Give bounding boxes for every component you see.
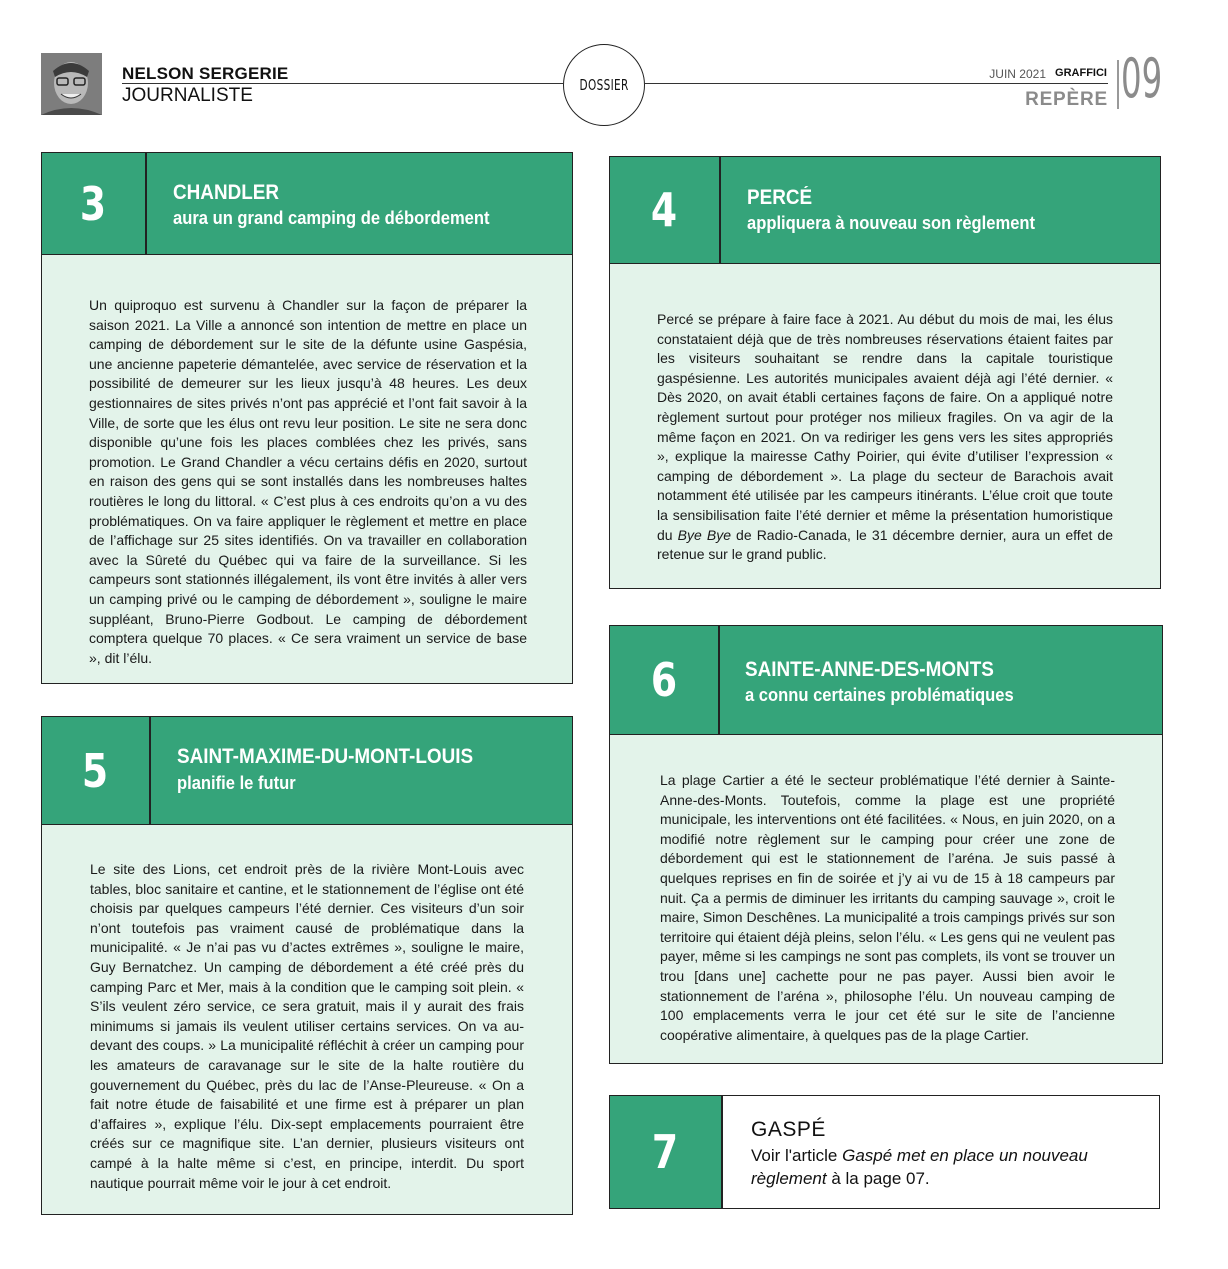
box-chandler [41, 152, 573, 684]
box-body: La plage Cartier a été le secteur problématique l’été dernier à Sainte-Anne-des-Monts. Toutefois, comme la plage est une propriété municipale, les interventions ont été facilitées. « Nous, en juin 2020, on a modifié notre règlement sur le camping pour créer une zone de débordement qui est le stationnement de l’aréna. Je suis passé à quelques reprises en fin de soirée et j’y ai vu de 15 à 18 campeurs par nuit. Ça a permis de diminuer les irritants du camping sauvage », croit le maire, Simon Deschênes. La municipalité a trois campings privés sur son territoire qui étaient déjà pleins, selon l’élu. « Les gens qui ne veulent pas payer, même si les campings ne sont pas complets, ils vont se trouver un trou [dans une] cachette pour ne pas payer. Aussi bien avoir le stationnement de l’aréna », philosophe l’élu. Un nouveau camping de 100 emplacements verra le jour cet été sur le site de l’ancienne coopérative alimentaire, à quelques pas de la plage Cartier. [660, 772, 1115, 1043]
section-label: REPÈRE [1025, 89, 1108, 110]
box-header [610, 157, 1160, 264]
box-saint-maxime [41, 716, 573, 1215]
box-body: Le site des Lions, cet endroit près de la rivière Mont-Louis avec tables, bloc sanitaire et cantine, et le stationnement de l’église ont été choisis par quelques campeurs l’été dernier. Ces visiteurs d’un soir n’ont toutefois pas vraiment causé de problématique dans la municipalité. « Je n’ai pas vu d’actes extrêmes », souligne le maire, Guy Bernatchez. Un camping de débordement a été créé près du camping Parc et Mer, mais à la condition que le camping soit plein. « S’ils veulent zéro service, ce sera gratuit, mais il y aurait des frais minimums si jamais ils veulent utiliser certains services. On va au-devant des coups. » La municipalité réfléchit à créer un camping pour les amateurs de caravanage sur le site de la halte routière du gouvernement du Québec, près du lac de l’Anse-Pleureuse. « On a fait notre étude de faisabilité et une firme est à préparer un plan d’affaires », explique l’élu. Dix-sept emplacements pourraient être créés sur ce magnifique site. L’an dernier, plusieurs visiteurs ont campé à la halte même si c’est, en principe, interdit. Du sport nautique pourrait même voir le jour à cet endroit. [90, 861, 524, 1191]
box-number: 4 [610, 157, 721, 263]
box-subtitle: aura un grand camping de débordement [173, 208, 490, 228]
box-body: Un quiproquo est survenu à Chandler sur la façon de préparer la saison 2021. La Ville a annoncé son intention de mettre en place un camping de débordement sur le site de la défunte usine Gaspésia, une ancienne papeterie démantelée, avec service de réservation et la possibilité de demeurer sur les lieux jusqu’à 48 heures. Les deux gestionnaires de sites privés n’ont pas apprécié et l’ont fait savoir à la Ville, de sorte que les élus ont revu leur position. Le site ne sera donc disponible qu’une fois les places comblées chez les privés, sans promotion. Le Grand Chandler a vécu certains défis en 2020, surtout en raison des gens qui se sont installés dans les nombreuses haltes routières le long du littoral. « C’est plus à ces endroits qu’on a vu des problématiques. On va faire appliquer le règlement et mettre en place de l’affichage sur 25 sites identifiés. On va travailler en collaboration avec la Sûreté du Québec qui va faire de la surveillance. Si les campeurs sont stationnés illégalement, ils vont être invités à aller vers un camping privé ou le camping de débordement », souligne le maire suppléant, Bruno-Pierre Godbout. Le camping de débordement comptera quelque 70 places. « Ce sera vraiment un service de base », dit l’élu. [89, 297, 527, 666]
box-text: Voir l'article Gaspé met en place un nouveau règlement à la page 07. [751, 1146, 1088, 1188]
box-header [42, 717, 572, 825]
header-rule-left [122, 83, 563, 84]
author-photo [41, 53, 102, 115]
box-title: CHANDLER [173, 181, 280, 204]
box-body: Percé se prépare à faire face à 2021. Au début du mois de mai, les élus constataient déjà que de très nombreuses réservations étaient faites par les visiteurs souhaitant se rendre dans la capitale touristique gaspésienne. Les autorités municipales avaient déjà agi l’été dernier. « Dès 2020, on avait établi certaines façons de faire. On a appliqué notre règlement surtout pour protéger nos milieux fragiles. On va agir de la même façon en 2021. On va rediriger les gens vers les sites appropriés », explique la mairesse Cathy Poirier, qui évite d’utiliser l’expression « camping de débordement ». La plage du secteur de Barachois avait notamment été utilisée par les campeurs itinérants. L’élue croit que toute la sensibilisation faite l’été dernier et même la présentation humoristique du Bye Bye de Radio-Canada, le 31 décembre dernier, aura un effet de retenue sur le grand public. [657, 311, 1114, 563]
page-separator [1117, 60, 1119, 109]
box-sainte-anne [609, 625, 1163, 1064]
dossier-badge [563, 44, 645, 126]
page-number: 09 [1121, 47, 1163, 110]
box-gaspe [609, 1095, 1160, 1209]
box-number: 6 [610, 626, 720, 734]
box-title: SAINTE-ANNE-DES-MONTS [745, 658, 994, 681]
box-subtitle: planifie le futur [177, 773, 296, 793]
box-title: SAINT-MAXIME-DU-MONT-LOUIS [177, 745, 474, 768]
box-number: 3 [42, 153, 147, 254]
box-subtitle: appliquera à nouveau son règlement [747, 213, 1036, 233]
issue-brand: GRAFFICI [1055, 67, 1107, 79]
header-rule-right [645, 83, 1108, 84]
author-role: JOURNALISTE [122, 85, 253, 106]
issue-date: JUIN 2021 [989, 67, 1046, 81]
box-title: GASPÉ [751, 1118, 826, 1141]
box-perce [609, 156, 1161, 589]
dossier-label: DOSSIER [579, 76, 629, 94]
box-number: 7 [610, 1096, 723, 1208]
box-number: 5 [42, 717, 151, 824]
box-header [42, 153, 572, 255]
box-subtitle: a connu certaines problématiques [745, 685, 1014, 705]
author-name: NELSON SERGERIE [122, 64, 289, 83]
box-header [610, 626, 1162, 735]
box-title: PERCÉ [747, 186, 813, 209]
